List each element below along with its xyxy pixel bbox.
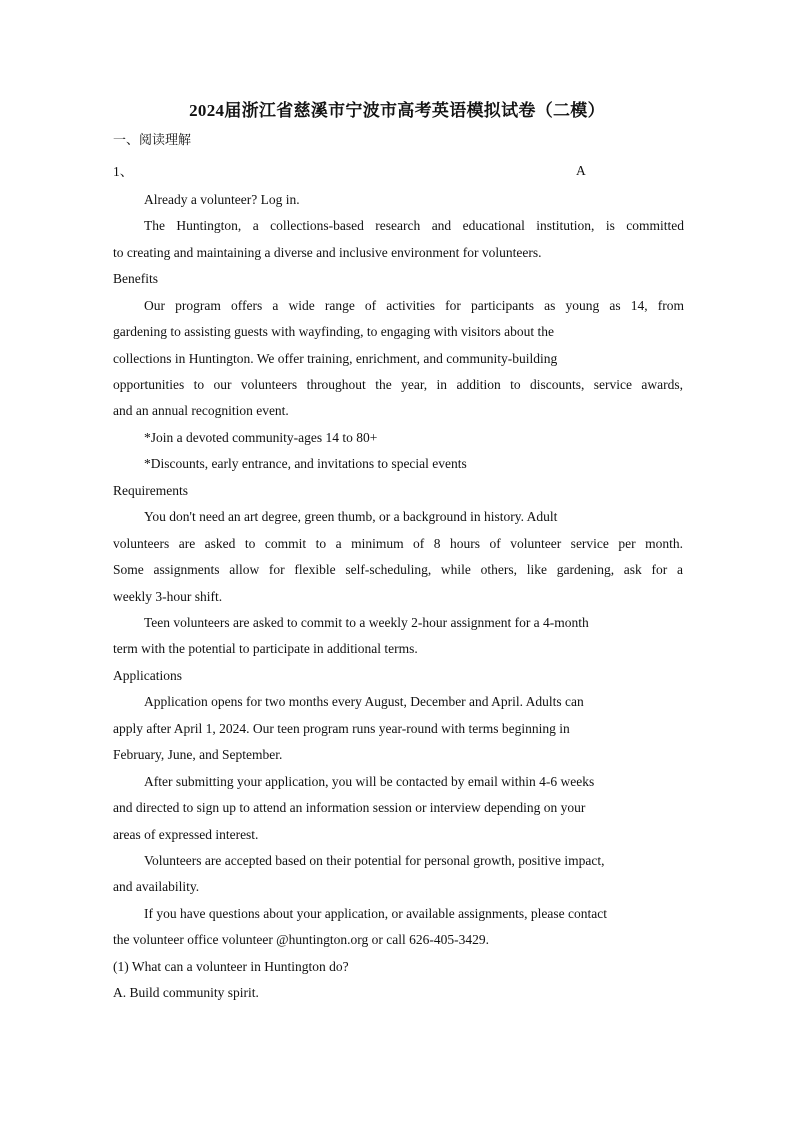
benefits-line-3: collections in Huntington. We offer training, enrichment, and community-building [113,351,558,366]
benefits-line-1: Our program offers a wide range of activities for participants as young as 14, from [144,298,684,313]
passage-letter: A [576,163,586,178]
benefit-bullet-1: *Join a devoted community-ages 14 to 80+ [144,430,378,445]
benefits-line-4: opportunities to our volunteers throughout the year, in addition to discounts, service awards, [113,377,683,392]
teen-line-1: Teen volunteers are asked to commit to a weekly 2-hour assignment for a 4-month [144,615,589,630]
benefits-line-2: gardening to assisting guests with wayfinding, to engaging with visitors about the [113,324,554,339]
benefit-bullet-2: *Discounts, early entrance, and invitations to special events [144,456,467,471]
submit-line-1: After submitting your application, you will be contacted by email within 4-6 weeks [144,774,595,789]
applications-line-3: February, June, and September. [113,747,283,762]
accept-line-1: Volunteers are accepted based on their potential for personal growth, positive impact, [144,853,605,868]
requirements-line-1: You don't need an art degree, green thumb, or a background in history. Adult [144,509,558,524]
requirements-line-2: volunteers are asked to commit to a minimum of 8 hours of volunteer service per month. [113,536,683,551]
contact-line-2: the volunteer office volunteer @huntington.org or call 626-405-3429. [113,932,489,947]
section-heading: 一、阅读理解 [113,133,192,148]
accept-line-2: and availability. [113,879,200,894]
applications-line-1: Application opens for two months every August, December and April. Adults can [144,694,584,709]
passage-intro-line-1: The Huntington, a collections-based research and educational institution, is committed [144,218,684,233]
benefits-heading: Benefits [113,271,158,286]
contact-line-1: If you have questions about your application, or available assignments, please contact [144,906,607,921]
page-title: 2024届浙江省慈溪市宁波市高考英语模拟试卷（二模） [189,101,605,120]
applications-heading: Applications [113,668,182,683]
requirements-line-3: Some assignments allow for flexible self-scheduling, while others, like gardening, ask for a [113,562,683,577]
requirements-heading: Requirements [113,483,188,498]
question-option-a: A. Build community spirit. [113,985,259,1000]
teen-line-2: term with the potential to participate in additional terms. [113,641,418,656]
passage-intro-line-2: to creating and maintaining a diverse and inclusive environment for volunteers. [113,245,542,260]
passage-login-line: Already a volunteer? Log in. [144,192,300,207]
submit-line-3: areas of expressed interest. [113,827,259,842]
submit-line-2: and directed to sign up to attend an information session or interview depending on your [113,800,586,815]
question-stem: (1) What can a volunteer in Huntington do? [113,959,349,974]
benefits-line-5: and an annual recognition event. [113,403,289,418]
question-number: 1、 [113,164,134,179]
requirements-line-4: weekly 3-hour shift. [113,589,223,604]
applications-line-2: apply after April 1, 2024. Our teen program runs year-round with terms beginning in [113,721,570,736]
